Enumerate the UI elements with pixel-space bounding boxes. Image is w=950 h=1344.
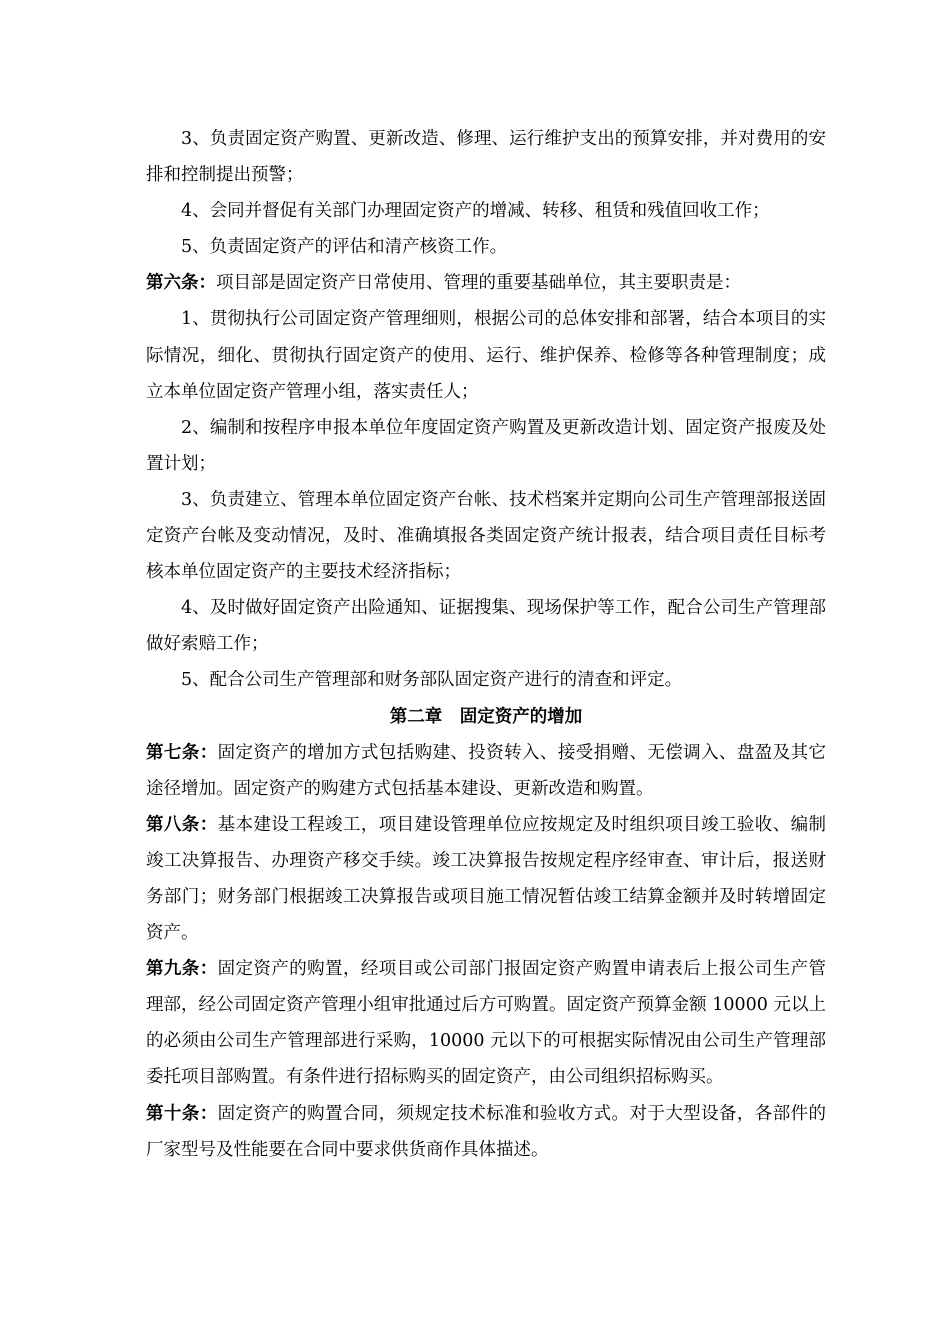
project-duty-item-2: 2、编制和按程序申报本单位年度固定资产购置及更新改造计划、固定资产报废及处置计划； — [146, 417, 826, 474]
article-7 — [146, 735, 826, 807]
article-text: 项目部是固定资产日常使用、管理的重要基础单位，其主要职责是： — [216, 273, 741, 294]
article-label: 第六条： — [146, 273, 216, 294]
article-label: 第八条： — [146, 814, 218, 835]
article-label: 第七条： — [146, 742, 218, 763]
article-text: 固定资产的购置合同，须规定技术标准和验收方式。对于大型设备，各部件的厂家型号及性能要在合同中要求供货商作具体描述。 — [146, 1103, 827, 1160]
project-duty-item-3: 3、负责建立、管理本单位固定资产台帐、技术档案并定期向公司生产管理部报送固定资产台帐及变动情况，及时、准确填报各类固定资产统计报表，结合项目责任目标考核本单位固定资产的主要技术经济指标； — [146, 489, 826, 583]
project-duty-item-1: 1、贯彻执行公司固定资产管理细则，根据公司的总体安排和部署，结合本项目的实际情况，细化、贯彻执行固定资产的使用、运行、维护保养、检修等各种管理制度；成立本单位固定资产管理小组，落实责任人； — [146, 309, 826, 402]
article-8 — [146, 807, 826, 951]
duty-item-5: 5、负责固定资产的评估和清产核资工作。 — [181, 237, 508, 258]
article-9 — [146, 951, 826, 1095]
project-duty-item-4: 4、及时做好固定资产出险通知、证据搜集、现场保护等工作，配合公司生产管理部做好索赔工作； — [146, 598, 826, 655]
document-page — [146, 121, 826, 1168]
article-text: 固定资产的增加方式包括购建、投资转入、接受捐赠、无偿调入、盘盈及其它途径增加。固定资产的购建方式包括基本建设、更新改造和购置。 — [146, 742, 827, 799]
article-text: 基本建设工程竣工，项目建设管理单位应按规定及时组织项目竣工验收、编制竣工决算报告、办理资产移交手续。竣工决算报告按规定程序经审查、审计后，报送财务部门；财务部门根据竣工决算报告或项目施工情况暂估竣工结算金额并及时转增固定资产。 — [146, 814, 827, 944]
duty-item-3: 3、负责固定资产购置、更新改造、修理、运行维护支出的预算安排，并对费用的安排和控制提出预警； — [146, 129, 826, 186]
article-10 — [146, 1096, 826, 1168]
duty-item-4: 4、会同并督促有关部门办理固定资产的增减、转移、租赁和残值回收工作； — [181, 201, 770, 222]
article-label: 第十条： — [146, 1103, 218, 1124]
project-duty-item-5: 5、配合公司生产管理部和财务部队固定资产进行的清查和评定。 — [181, 670, 683, 691]
article-6 — [146, 265, 826, 301]
article-text: 固定资产的购置，经项目或公司部门报固定资产购置申请表后上报公司生产管理部，经公司固定资产管理小组审批通过后方可购置。固定资产预算金额 10000 元以上的必须由公司生产管理部进行采购，10000 元以下的可根据实际情况由公司生产管理部委托项目部购置。有条件进行招标购买的固定资产，由公司组织招标购买。 — [146, 959, 827, 1088]
chapter-heading: 第二章 固定资产的增加 — [389, 706, 583, 727]
article-label: 第九条： — [146, 959, 218, 980]
